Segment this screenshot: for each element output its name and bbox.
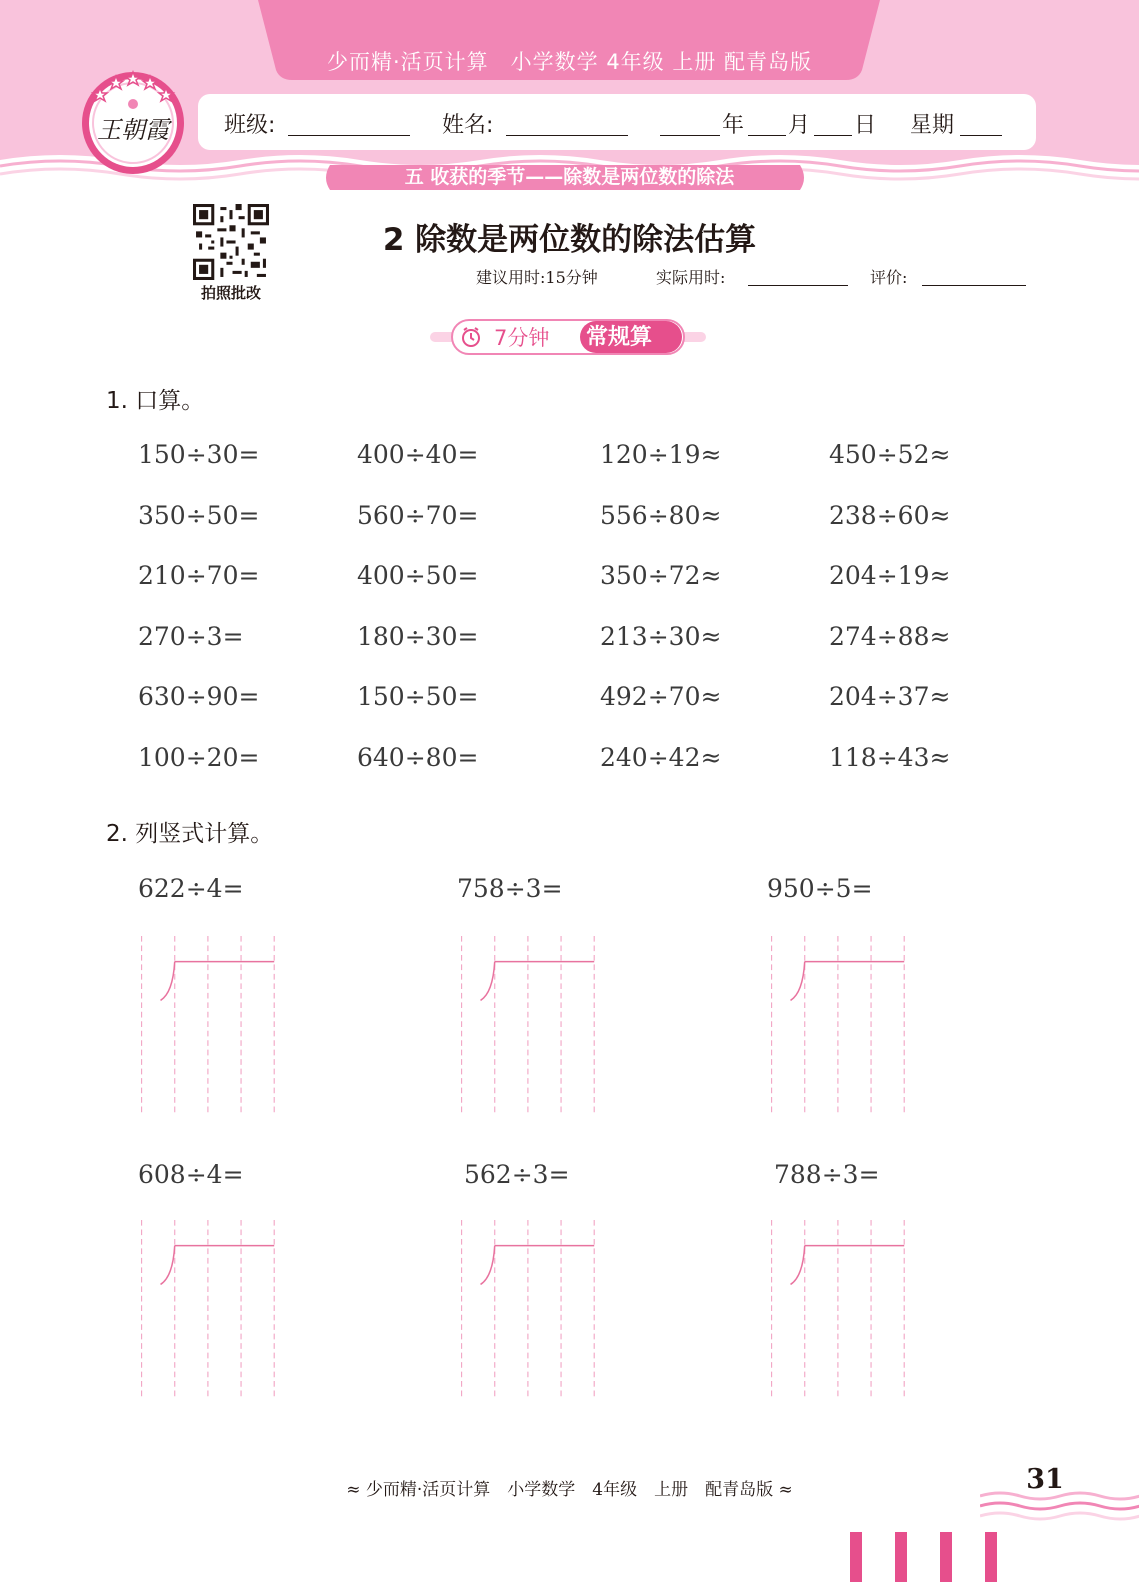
oral-problem: 150÷30= bbox=[138, 440, 260, 469]
long-division-problem: 950÷5= bbox=[767, 874, 873, 903]
oral-problem: 213÷30≈ bbox=[600, 622, 722, 651]
suggested-time: 建议用时:15分钟 bbox=[476, 268, 598, 287]
footer-text: ≈ 少而精·活页计算 小学数学 4年级 上册 配青岛版 ≈ bbox=[346, 1480, 793, 1500]
time-row bbox=[476, 265, 1036, 295]
lesson-title: 2 除数是两位数的除法估算 bbox=[382, 222, 757, 258]
long-division-work-area[interactable] bbox=[131, 936, 281, 1116]
pill-time: 7分钟 bbox=[494, 326, 550, 350]
long-division-problem: 608÷4= bbox=[138, 1160, 244, 1189]
name-label: 姓名: bbox=[442, 113, 494, 138]
oral-problem: 630÷90= bbox=[138, 682, 260, 711]
long-division-work-area[interactable] bbox=[131, 1220, 281, 1400]
oral-problem: 556÷80≈ bbox=[600, 501, 722, 530]
weekday-field[interactable] bbox=[960, 135, 1002, 136]
rating-label: 评价: bbox=[870, 268, 908, 287]
long-division-work-area[interactable] bbox=[761, 1220, 911, 1400]
rating-field[interactable] bbox=[922, 285, 1026, 286]
section1-heading: 1. 口算。 bbox=[106, 388, 205, 414]
long-division-work-area[interactable] bbox=[451, 936, 601, 1116]
long-division-problem: 622÷4= bbox=[138, 874, 244, 903]
oral-problem: 238÷60≈ bbox=[829, 501, 951, 530]
class-field[interactable] bbox=[288, 135, 410, 136]
oral-problem: 350÷72≈ bbox=[600, 561, 722, 590]
oral-problem: 204÷37≈ bbox=[829, 682, 951, 711]
day-field[interactable] bbox=[814, 135, 852, 136]
oral-problem: 350÷50= bbox=[138, 501, 260, 530]
clock-icon bbox=[460, 326, 482, 348]
oral-problem: 240÷42≈ bbox=[600, 743, 722, 772]
footer-bar-decoration bbox=[850, 1532, 1010, 1582]
oral-problem: 210÷70= bbox=[138, 561, 260, 590]
footer-wave-decoration bbox=[980, 1488, 1139, 1528]
oral-problem: 150÷50= bbox=[357, 682, 479, 711]
series-title: 少而精·活页计算 小学数学 4年级 上册 配青岛版 bbox=[326, 50, 813, 74]
oral-problem: 560÷70= bbox=[357, 501, 479, 530]
oral-problem: 450÷52≈ bbox=[829, 440, 951, 469]
oral-problem: 118÷43≈ bbox=[829, 743, 951, 772]
logo-text: 王朝霞 bbox=[97, 116, 169, 144]
long-division-problem: 562÷3= bbox=[464, 1160, 570, 1189]
student-info-box bbox=[198, 94, 1036, 150]
qr-label: 拍照批改 bbox=[200, 284, 261, 302]
month-field[interactable] bbox=[748, 135, 786, 136]
oral-problem: 180÷30= bbox=[357, 622, 479, 651]
year-label: 年 bbox=[722, 113, 745, 138]
oral-problem: 640÷80= bbox=[357, 743, 479, 772]
name-field[interactable] bbox=[506, 135, 628, 136]
weekday-label: 星期 bbox=[910, 113, 955, 138]
oral-problem: 274÷88≈ bbox=[829, 622, 951, 651]
long-division-work-area[interactable] bbox=[451, 1220, 601, 1400]
oral-problem: 120÷19≈ bbox=[600, 440, 722, 469]
year-field[interactable] bbox=[660, 135, 720, 136]
long-division-problem: 758÷3= bbox=[457, 874, 563, 903]
month-label: 月 bbox=[788, 113, 811, 138]
oral-problem: 204÷19≈ bbox=[829, 561, 951, 590]
pill-tag: 常规算 bbox=[586, 325, 653, 350]
day-label: 日 bbox=[854, 113, 877, 138]
oral-problem: 100÷20= bbox=[138, 743, 260, 772]
actual-time-field[interactable] bbox=[748, 285, 848, 286]
page-number: 31 bbox=[1026, 1464, 1064, 1495]
class-label: 班级: bbox=[224, 113, 276, 138]
actual-time-label: 实际用时: bbox=[656, 268, 726, 287]
long-division-work-area[interactable] bbox=[761, 936, 911, 1116]
long-division-problem: 788÷3= bbox=[774, 1160, 880, 1189]
oral-problem: 400÷50= bbox=[357, 561, 479, 590]
oral-problem: 400÷40= bbox=[357, 440, 479, 469]
oral-problem: 492÷70≈ bbox=[600, 682, 722, 711]
unit-banner: 五 收获的季节——除数是两位数的除法 bbox=[404, 166, 735, 188]
section2-heading: 2. 列竖式计算。 bbox=[106, 821, 274, 847]
oral-problem: 270÷3= bbox=[138, 622, 244, 651]
publisher-logo bbox=[80, 70, 186, 176]
